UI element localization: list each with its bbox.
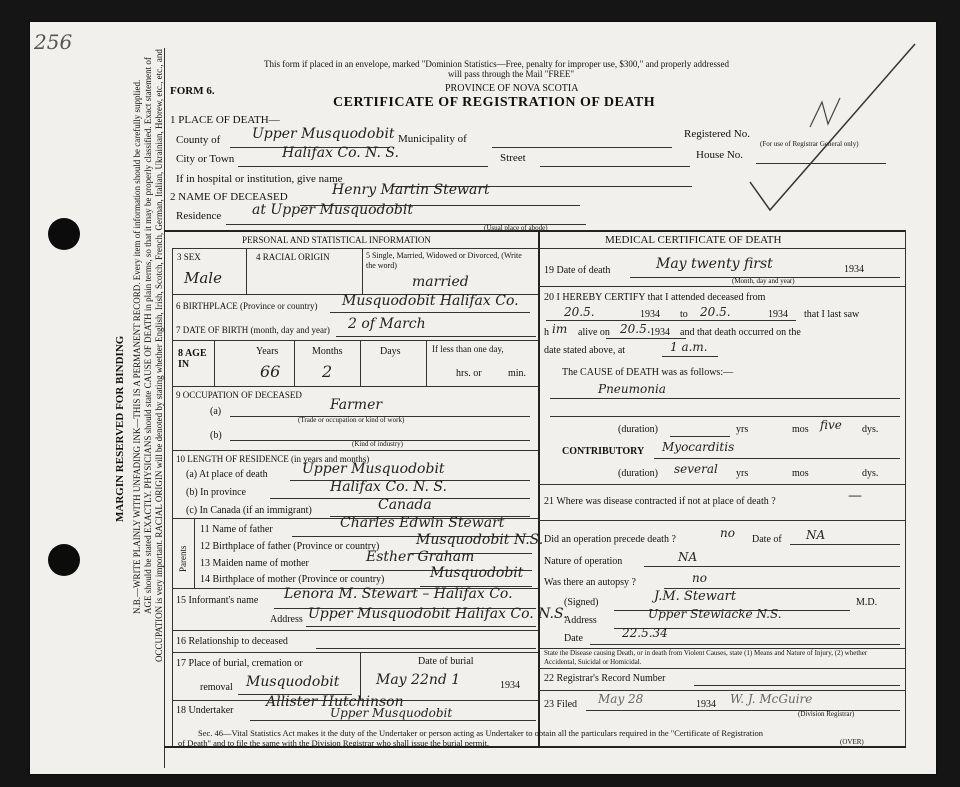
age-label: 8 AGE IN [178, 348, 207, 370]
parents-label: Parents [178, 545, 188, 572]
age-divider-4 [426, 340, 427, 386]
date-of-label: Date of [752, 534, 782, 545]
sex-divider [246, 248, 247, 294]
death-occurred: and that death occurred on the [680, 327, 801, 338]
parents-divider [194, 518, 195, 588]
contrib-duration-mos: mos [792, 468, 809, 479]
place-heading: 1 PLACE OF DEATH— [170, 114, 280, 126]
informant-address-value: Upper Musquodobit Halifax Co. N.S. [308, 606, 568, 622]
margin-instruction-1: N.B.—WRITE PLAINLY WITH UNFADING INK—THIS IS A PERMANENT RECORD. Every item of information should be carefully supplied. [132, 79, 142, 614]
q22-label: 22 Registrar's Record Number [544, 673, 666, 684]
row-21-line [538, 520, 906, 521]
punch-hole-bottom [48, 544, 80, 576]
alive-line [606, 338, 686, 339]
from-value: 20.5. [564, 305, 595, 319]
footer-line-1: Sec. 46—Vital Statistics Act makes it the duty of the Undertaker or person acting as Undertaker to obtain all the particulars required in the "Certificate of Registration [198, 728, 763, 738]
contrib-duration-value: several [674, 462, 718, 476]
municipality-label: Municipality of [398, 133, 467, 145]
burial-year: 1934 [500, 680, 520, 691]
contrib-duration-dys: dys. [862, 468, 879, 479]
burial-date-label: Date of burial [418, 656, 474, 667]
date-of-line [790, 544, 900, 545]
res-c-label: (c) In Canada (if an immigrant) [186, 505, 312, 516]
residence-value: at Upper Musquodobit [252, 202, 413, 218]
father-label: 11 Name of father [200, 524, 273, 535]
dob-value: 2 of March [348, 316, 426, 332]
medical-heading-line [538, 248, 906, 249]
father-value: Charles Edwin Stewart [340, 515, 505, 531]
binding-margin-line [164, 48, 165, 768]
signed-value: J.M. Stewart [654, 589, 737, 604]
father-birthplace-value: Musquodobit N.S. [416, 532, 544, 548]
dod-value: May twenty first [656, 256, 773, 272]
birthplace-label: 6 BIRTHPLACE (Province or country) [176, 301, 318, 311]
occupation-label: 9 OCCUPATION OF DECEASED [176, 390, 302, 400]
row-19-line [538, 286, 906, 287]
division-note: (Division Registrar) [798, 710, 855, 718]
occ-b-label: (b) [210, 430, 222, 441]
min-label: min. [508, 368, 527, 379]
burial-label: 17 Place of burial, cremation or [176, 658, 303, 669]
date-label: Date [564, 633, 583, 644]
res-a-label: (a) At place of death [186, 469, 268, 480]
death-certificate [30, 22, 936, 774]
street-label: Street [500, 152, 526, 164]
md-label: M.D. [856, 597, 878, 608]
birthplace-line [330, 312, 530, 313]
residence-length-heading: 10 LENGTH OF RESIDENCE (in years and months) [176, 454, 370, 464]
corner-mark: 256 [34, 30, 73, 54]
occ-b-note: (Kind of industry) [352, 440, 403, 448]
envelope-notice-2: will pass through the Mail "FREE" [448, 69, 575, 79]
operation-value: no [720, 526, 735, 540]
row-state-line [538, 668, 906, 669]
undertaker-value: Allister Hutchinson [266, 694, 404, 710]
medical-heading: MEDICAL CERTIFICATE OF DEATH [605, 234, 782, 246]
alive-value: im [552, 322, 568, 336]
duration-dys: dys. [862, 424, 879, 435]
sex-label: 3 SEX [177, 252, 201, 262]
nature-line [644, 566, 900, 567]
duration-yrs: yrs [736, 424, 749, 435]
residence-label: Residence [176, 210, 222, 222]
filed-value: May 28 [598, 692, 644, 706]
row-8-line [172, 386, 538, 387]
municipality-line [492, 147, 672, 148]
q21-value: — [848, 488, 862, 504]
autopsy-label: Was there an autopsy ? [544, 577, 636, 588]
personal-heading-line [172, 248, 538, 249]
father-birthplace-label: 12 Birthplace of father (Province or country) [200, 541, 380, 552]
res-b-value: Halifax Co. N. S. [330, 479, 447, 495]
contrib-duration-label: (duration) [618, 468, 658, 479]
city-line [238, 166, 488, 167]
undertaker-value-2: Upper Musquodobit [330, 706, 453, 720]
sex-value: Male [184, 269, 222, 287]
certify-line-1: 20 I HEREBY CERTIFY that I attended deceased from [544, 292, 766, 303]
months-value: 2 [322, 362, 333, 381]
contrib-duration-yrs: yrs [736, 468, 749, 479]
alive-on: alive on [578, 327, 610, 338]
age-divider-3 [360, 340, 361, 386]
duration-line [670, 436, 730, 437]
county-label: County of [176, 134, 221, 146]
house-label: House No. [696, 149, 744, 161]
duration-mos: mos [792, 424, 809, 435]
date-line [590, 644, 900, 645]
city-label: City or Town [176, 153, 235, 165]
to-year: 1934 [768, 309, 788, 320]
filed-year: 1934 [696, 699, 716, 710]
res-c-value: Canada [378, 497, 432, 513]
informant-address-label: Address [270, 614, 303, 625]
row-9-line [172, 450, 538, 451]
form-number: FORM 6. [170, 85, 215, 97]
margin-instruction-3: OCCUPATION is very important. RACIAL ORIGIN will be denoted by stating whether English, Irish, Scotch, French, German, Italian, Ukrainian, Hebrew, etc., etc., and [154, 49, 164, 662]
dod-year: 1934 [844, 264, 864, 275]
marital-value: married [412, 274, 469, 290]
res-a-value: Upper Musquodobit [302, 461, 445, 477]
street-line [540, 166, 690, 167]
province: PROVINCE OF NOVA SCOTIA [445, 83, 579, 94]
alive-date: 20.5. [620, 322, 651, 336]
occ-a-label: (a) [210, 406, 222, 417]
to-value: 20.5. [700, 305, 731, 319]
racial-label: 4 RACIAL ORIGIN [256, 252, 330, 262]
date-value: 22.5.34 [622, 626, 668, 640]
cause-line-2 [550, 416, 900, 417]
row-16-line [172, 652, 538, 653]
birthplace-value: Musquodobit Halifax Co. [342, 293, 519, 309]
days-label: Days [380, 346, 401, 357]
personal-left-border [172, 248, 173, 746]
mother-birthplace-value: Musquodobit [430, 565, 524, 581]
med-address-value: Upper Stewiacke N.S. [648, 607, 782, 621]
margin-title: MARGIN RESERVED FOR BINDING [114, 335, 126, 522]
q22-line [694, 685, 900, 686]
from-year: 1934 [640, 309, 660, 320]
certificate-title: CERTIFICATE OF REGISTRATION OF DEATH [333, 95, 656, 110]
q21-label: 21 Where was disease contracted if not at place of death ? [544, 496, 776, 507]
months-label: Months [312, 346, 343, 357]
dob-label: 7 DATE OF BIRTH (month, day and year) [176, 325, 330, 335]
margin-instruction-2: AGE should be stated EXACTLY. PHYSICIANS should state CAUSE OF DEATH in plain terms, so that it may be properly classified. Exact statement of [143, 57, 153, 614]
alive-year: 1934 [650, 327, 670, 338]
state-note: State the Disease causing Death, or in death from Violent Causes, state (1) Means and Nature of Injury, (2) whether Accidental, Suicidal or Homicidal. [544, 649, 868, 666]
burial-place-value: Musquodobit [246, 674, 340, 690]
informant-label: 15 Informant's name [176, 595, 259, 606]
mother-value: Esther Graham [366, 549, 475, 565]
date-stated: date stated above, at [544, 345, 626, 356]
years-value: 66 [260, 362, 281, 381]
name-label: 2 NAME OF DECEASED [170, 191, 288, 203]
duration-label: (duration) [618, 424, 658, 435]
operation-label: Did an operation precede death ? [544, 534, 676, 545]
removal-label: removal [200, 682, 233, 693]
dob-line [336, 336, 536, 337]
nature-label: Nature of operation [544, 556, 623, 567]
alive-prefix: h [544, 327, 549, 338]
contributory-label: CONTRIBUTORY [562, 446, 645, 457]
residence-note: (Usual place of abode) [484, 224, 548, 232]
mother-label: 13 Maiden name of mother [200, 558, 309, 569]
racial-divider [362, 248, 363, 294]
q23-label: 23 Filed [544, 699, 578, 710]
institution-label: If in hospital or institution, give name [176, 173, 343, 185]
filed-signature: W. J. McGuire [730, 692, 813, 706]
dod-label: 19 Date of death [544, 265, 611, 276]
row-22-line [538, 690, 906, 691]
name-value: Henry Martin Stewart [332, 182, 490, 198]
relationship-label: 16 Relationship to deceased [176, 636, 288, 647]
registered-label: Registered No. [684, 128, 750, 140]
footer-line-2: of Death" and to file the same with the Division Registrar who shall issue the burial permit. [178, 738, 490, 748]
table-top-line [164, 230, 906, 232]
time-value: 1 a.m. [670, 340, 708, 354]
relationship-line [316, 648, 536, 649]
date-of-value: NA [806, 528, 826, 542]
age-divider-1 [214, 340, 215, 386]
undertaker-line [250, 720, 536, 721]
contributory-value: Myocarditis [662, 440, 735, 454]
row-15-line [172, 630, 538, 631]
nature-value: NA [678, 550, 698, 564]
dod-note: (Month, day and year) [732, 277, 795, 285]
cause-value: Pneumonia [598, 382, 666, 396]
informant-value: Lenora M. Stewart – Halifax Co. [284, 586, 513, 602]
county-value: Upper Musquodobit [252, 126, 395, 142]
duration-value: five [820, 418, 842, 432]
city-value: Halifax Co. N. S. [282, 145, 399, 161]
hrs-label: hrs. or [456, 368, 482, 379]
from-line [546, 320, 796, 321]
punch-hole-top [48, 218, 80, 250]
to-label: to [680, 309, 688, 320]
row-7-line [172, 340, 538, 341]
envelope-notice: This form if placed in an envelope, marked "Dominion Statistics—Free, penalty for improper use, $300," and properly addressed [264, 59, 729, 69]
registrar-use-note: (For use of Registrar General only) [760, 140, 859, 148]
cause-line-1 [550, 398, 900, 399]
marital-label: 5 Single, Married, Widowed or Divorced, (Write the word) [366, 251, 522, 270]
signed-label: (Signed) [564, 597, 599, 608]
contributory-line [654, 458, 900, 459]
last-saw: that I last saw [804, 309, 860, 320]
mother-birthplace-label: 14 Birthplace of mother (Province or country) [200, 574, 385, 585]
undertaker-label: 18 Undertaker [176, 705, 234, 716]
burial-date-value: May 22nd 1 [376, 672, 461, 688]
informant-address-line [306, 626, 536, 627]
med-address-label: Address [564, 615, 597, 626]
occ-a-note: (Trade or occupation or kind of work) [298, 416, 405, 424]
occ-a-value: Farmer [330, 397, 383, 413]
years-label: Years [256, 346, 279, 357]
personal-heading: PERSONAL AND STATISTICAL INFORMATION [242, 235, 431, 245]
registrar-check-mark [730, 32, 920, 212]
burial-date-divider [360, 652, 361, 700]
autopsy-value: no [692, 571, 707, 585]
less-than-label: If less than one day, [432, 344, 504, 354]
cause-label: The CAUSE of DEATH was as follows:— [562, 367, 734, 378]
row-20-line [538, 484, 906, 485]
time-line [662, 356, 718, 357]
res-b-label: (b) In province [186, 487, 246, 498]
footer-over: (OVER) [840, 738, 864, 746]
age-divider-2 [294, 340, 295, 386]
